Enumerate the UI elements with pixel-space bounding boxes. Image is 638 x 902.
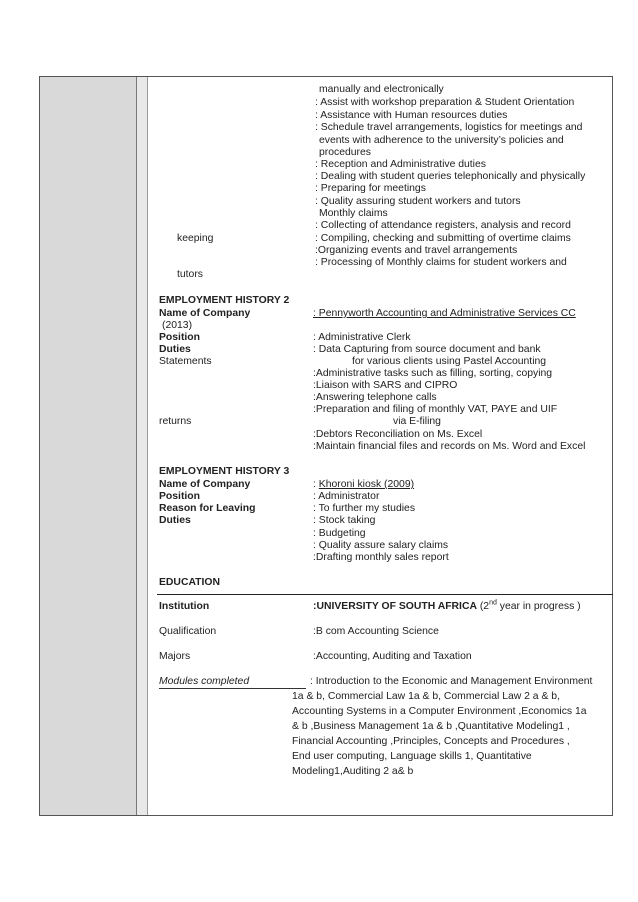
duty-line: :Liaison with SARS and CIPRO xyxy=(313,380,458,391)
year-pre: (2 xyxy=(479,601,490,612)
qualification-value: :B com Accounting Science xyxy=(313,626,439,637)
duties-label: Duties xyxy=(159,344,191,355)
fragment-returns: returns xyxy=(159,416,192,427)
duties-label: Duties xyxy=(159,515,191,526)
duty-line: : Stock taking xyxy=(313,515,376,526)
modules-label: Modules completed xyxy=(159,676,306,689)
duty-line: : Reception and Administrative duties xyxy=(315,159,486,170)
majors-value: :Accounting, Auditing and Taxation xyxy=(313,651,472,662)
company-year: (2013) xyxy=(162,320,193,331)
duty-line: procedures xyxy=(319,147,371,158)
company-value: Khoroni kiosk (2009) xyxy=(318,479,415,490)
duty-line: : Compiling, checking and submitting of overtime claims xyxy=(315,233,571,244)
institution-label: Institution xyxy=(159,601,210,612)
position-value: : Administrative Clerk xyxy=(313,332,411,343)
module-line: Accounting Systems in a Computer Environment ,Economics 1a xyxy=(292,706,587,717)
position-value: : Administrator xyxy=(313,491,380,502)
duty-line: :Maintain financial files and records on Ms. Word and Excel xyxy=(313,441,586,452)
section-heading: EMPLOYMENT HISTORY 3 xyxy=(159,466,290,477)
reason-value: : To further my studies xyxy=(313,503,416,514)
company-label: Name of Company xyxy=(159,308,251,319)
qualification-label: Qualification xyxy=(159,626,217,637)
duty-line: : Quality assure salary claims xyxy=(313,540,449,551)
module-line: & b ,Business Management 1a & b ,Quantitative Modeling1 , xyxy=(292,721,570,732)
left-stripe xyxy=(137,77,148,815)
duty-line: :Answering telephone calls xyxy=(313,392,437,403)
left-gutter xyxy=(40,77,137,815)
company-label: Name of Company xyxy=(159,479,251,490)
institution-line xyxy=(313,601,581,613)
reason-label: Reason for Leaving xyxy=(159,503,256,514)
duty-line: Monthly claims xyxy=(319,208,388,219)
fragment-keeping: keeping xyxy=(177,233,214,244)
duty-line: : Assistance with Human resources duties xyxy=(315,110,508,121)
duty-line: manually and electronically xyxy=(319,84,444,95)
duty-line: :Preparation and filing of monthly VAT, PAYE and UIF xyxy=(313,404,558,415)
section-heading: EDUCATION xyxy=(159,577,220,588)
duty-line: : Processing of Monthly claims for student workers and xyxy=(315,257,567,268)
module-line: : Introduction to the Economic and Management Environment xyxy=(310,676,593,687)
fragment-tutors: tutors xyxy=(177,269,203,280)
company-prefix: : xyxy=(313,479,319,490)
module-line: End user computing, Language skills 1, Quantitative xyxy=(292,751,532,762)
duty-line: for various clients using Pastel Accounting xyxy=(352,356,547,367)
duty-line: :Administrative tasks such as filling, sorting, copying xyxy=(313,368,553,379)
module-line: Modeling1,Auditing 2 a& b xyxy=(292,766,414,777)
company-line xyxy=(313,479,414,491)
year-post: year in progress ) xyxy=(496,601,581,612)
duty-line: :Drafting monthly sales report xyxy=(313,552,449,563)
duty-line: : Assist with workshop preparation & Student Orientation xyxy=(315,97,575,108)
module-line: Financial Accounting ,Principles, Concepts and Procedures , xyxy=(292,736,570,747)
institution-value: :UNIVERSITY OF SOUTH AFRICA xyxy=(313,601,477,612)
duty-line: : Dealing with student queries telephonically and physically xyxy=(315,171,586,182)
year-sup: nd xyxy=(489,599,497,607)
duty-line: :Debtors Reconciliation on Ms. Excel xyxy=(313,429,483,440)
position-label: Position xyxy=(159,491,200,502)
duty-line: :Organizing events and travel arrangements xyxy=(315,245,518,256)
position-label: Position xyxy=(159,332,200,343)
duty-line: : Budgeting xyxy=(313,528,366,539)
duty-line: : Collecting of attendance registers, analysis and record xyxy=(315,220,571,231)
section-heading: EMPLOYMENT HISTORY 2 xyxy=(159,295,290,306)
company-value: : Pennyworth Accounting and Administrative Services CC xyxy=(313,308,576,319)
section-divider xyxy=(157,594,613,595)
module-line: 1a & b, Commercial Law 1a & b, Commercial Law 2 a & b, xyxy=(292,691,560,702)
fragment-statements: Statements xyxy=(159,356,212,367)
duty-line: : Data Capturing from source document and bank xyxy=(313,344,541,355)
duty-line: : Schedule travel arrangements, logistics for meetings and xyxy=(315,122,583,133)
duty-line: : Preparing for meetings xyxy=(315,183,426,194)
duty-line: via E-filing xyxy=(393,416,441,427)
majors-label: Majors xyxy=(159,651,191,662)
duty-line: : Quality assuring student workers and tutors xyxy=(315,196,521,207)
duty-line: events with adherence to the university’s policies and xyxy=(319,135,564,146)
